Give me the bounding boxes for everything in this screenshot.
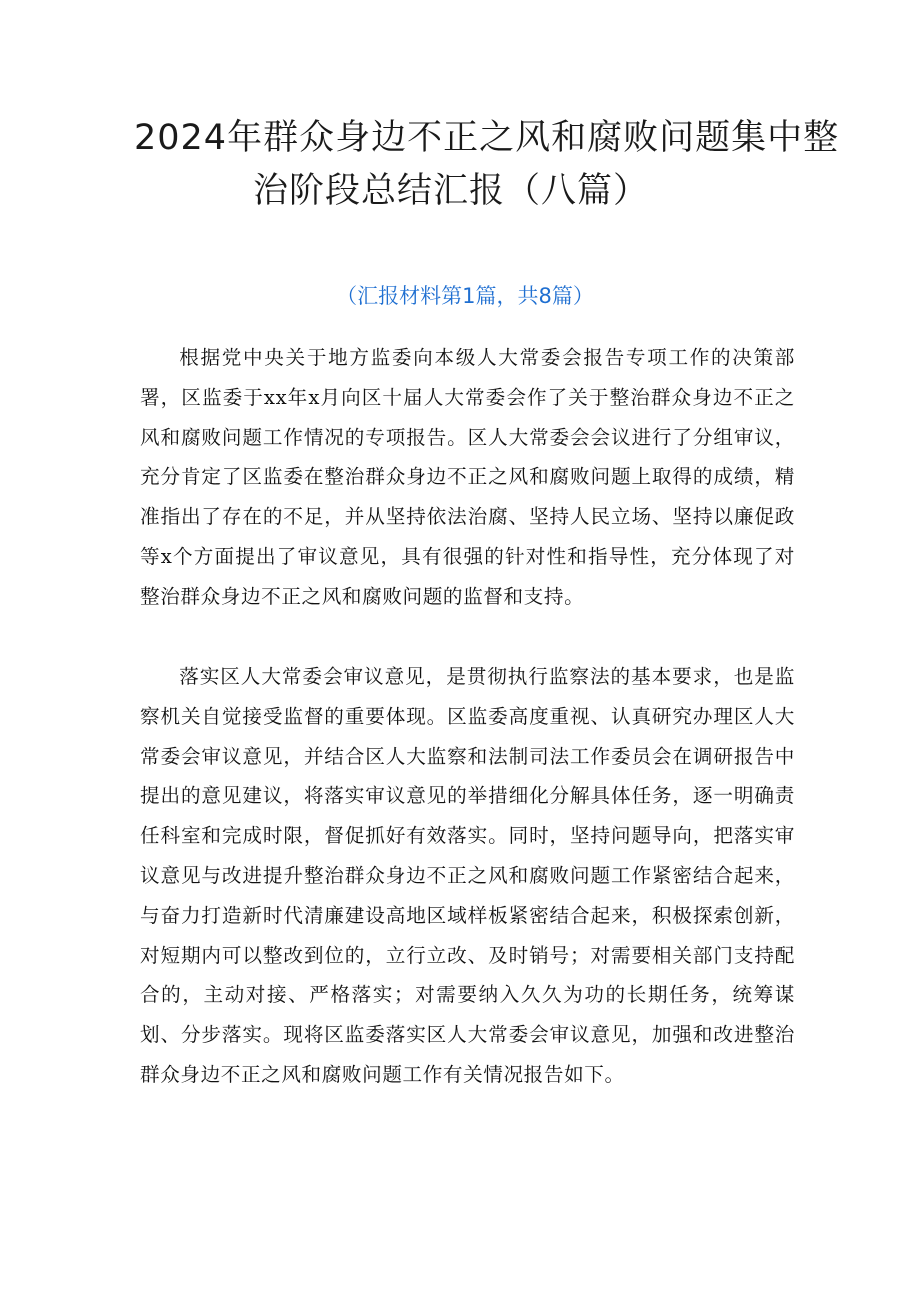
document-subtitle <box>0 281 920 311</box>
body-paragraph-1: 根据党中央关于地方监委向本级人大常委会报告专项工作的决策部署，区监委于xx年x月向区十届人大常委会作了关于整治群众身边不正之风和腐败问题工作情况的专项报告。区人大常委会会议进行了分组审议，充分肯定了区监委在整治群众身边不正之风和腐败问题上取得的成绩，精准指出了存在的不足，并从坚持依法治腐、坚持人民立场、坚持以廉促政等x个方面提出了审议意见，具有很强的针对性和指导性，充分体现了对整治群众身边不正之风和腐败问题的监督和支持。 <box>140 346 795 608</box>
title-line-1: 2024年群众身边不正之风和腐败问题集中整 <box>134 118 840 158</box>
document-title <box>120 112 840 218</box>
subtitle-text: （汇报材料第1篇，共8篇） <box>336 284 594 308</box>
title-line-2: 治阶段总结汇报（八篇） <box>253 171 650 211</box>
body-paragraph-2: 落实区人大常委会审议意见，是贯彻执行监察法的基本要求，也是监察机关自觉接受监督的重要体现。区监委高度重视、认真研究办理区人大常委会审议意见，并结合区人大监察和法制司法工作委员会在调研报告中提出的意见建议，将落实审议意见的举措细化分解具体任务，逐一明确责任科室和完成时限，督促抓好有效落实。同时，坚持问题导向，把落实审议意见与改进提升整治群众身边不正之风和腐败问题工作紧密结合起来，与奋力打造新时代清廉建设高地区域样板紧密结合起来，积极探索创新，对短期内可以整改到位的，立行立改、及时销号；对需要相关部门支持配合的，主动对接、严格落实；对需要纳入久久为功的长期任务，统筹谋划、分步落实。现将区监委落实区人大常委会审议意见，加强和改进整治群众身边不正之风和腐败问题工作有关情况报告如下。 <box>140 665 795 1086</box>
